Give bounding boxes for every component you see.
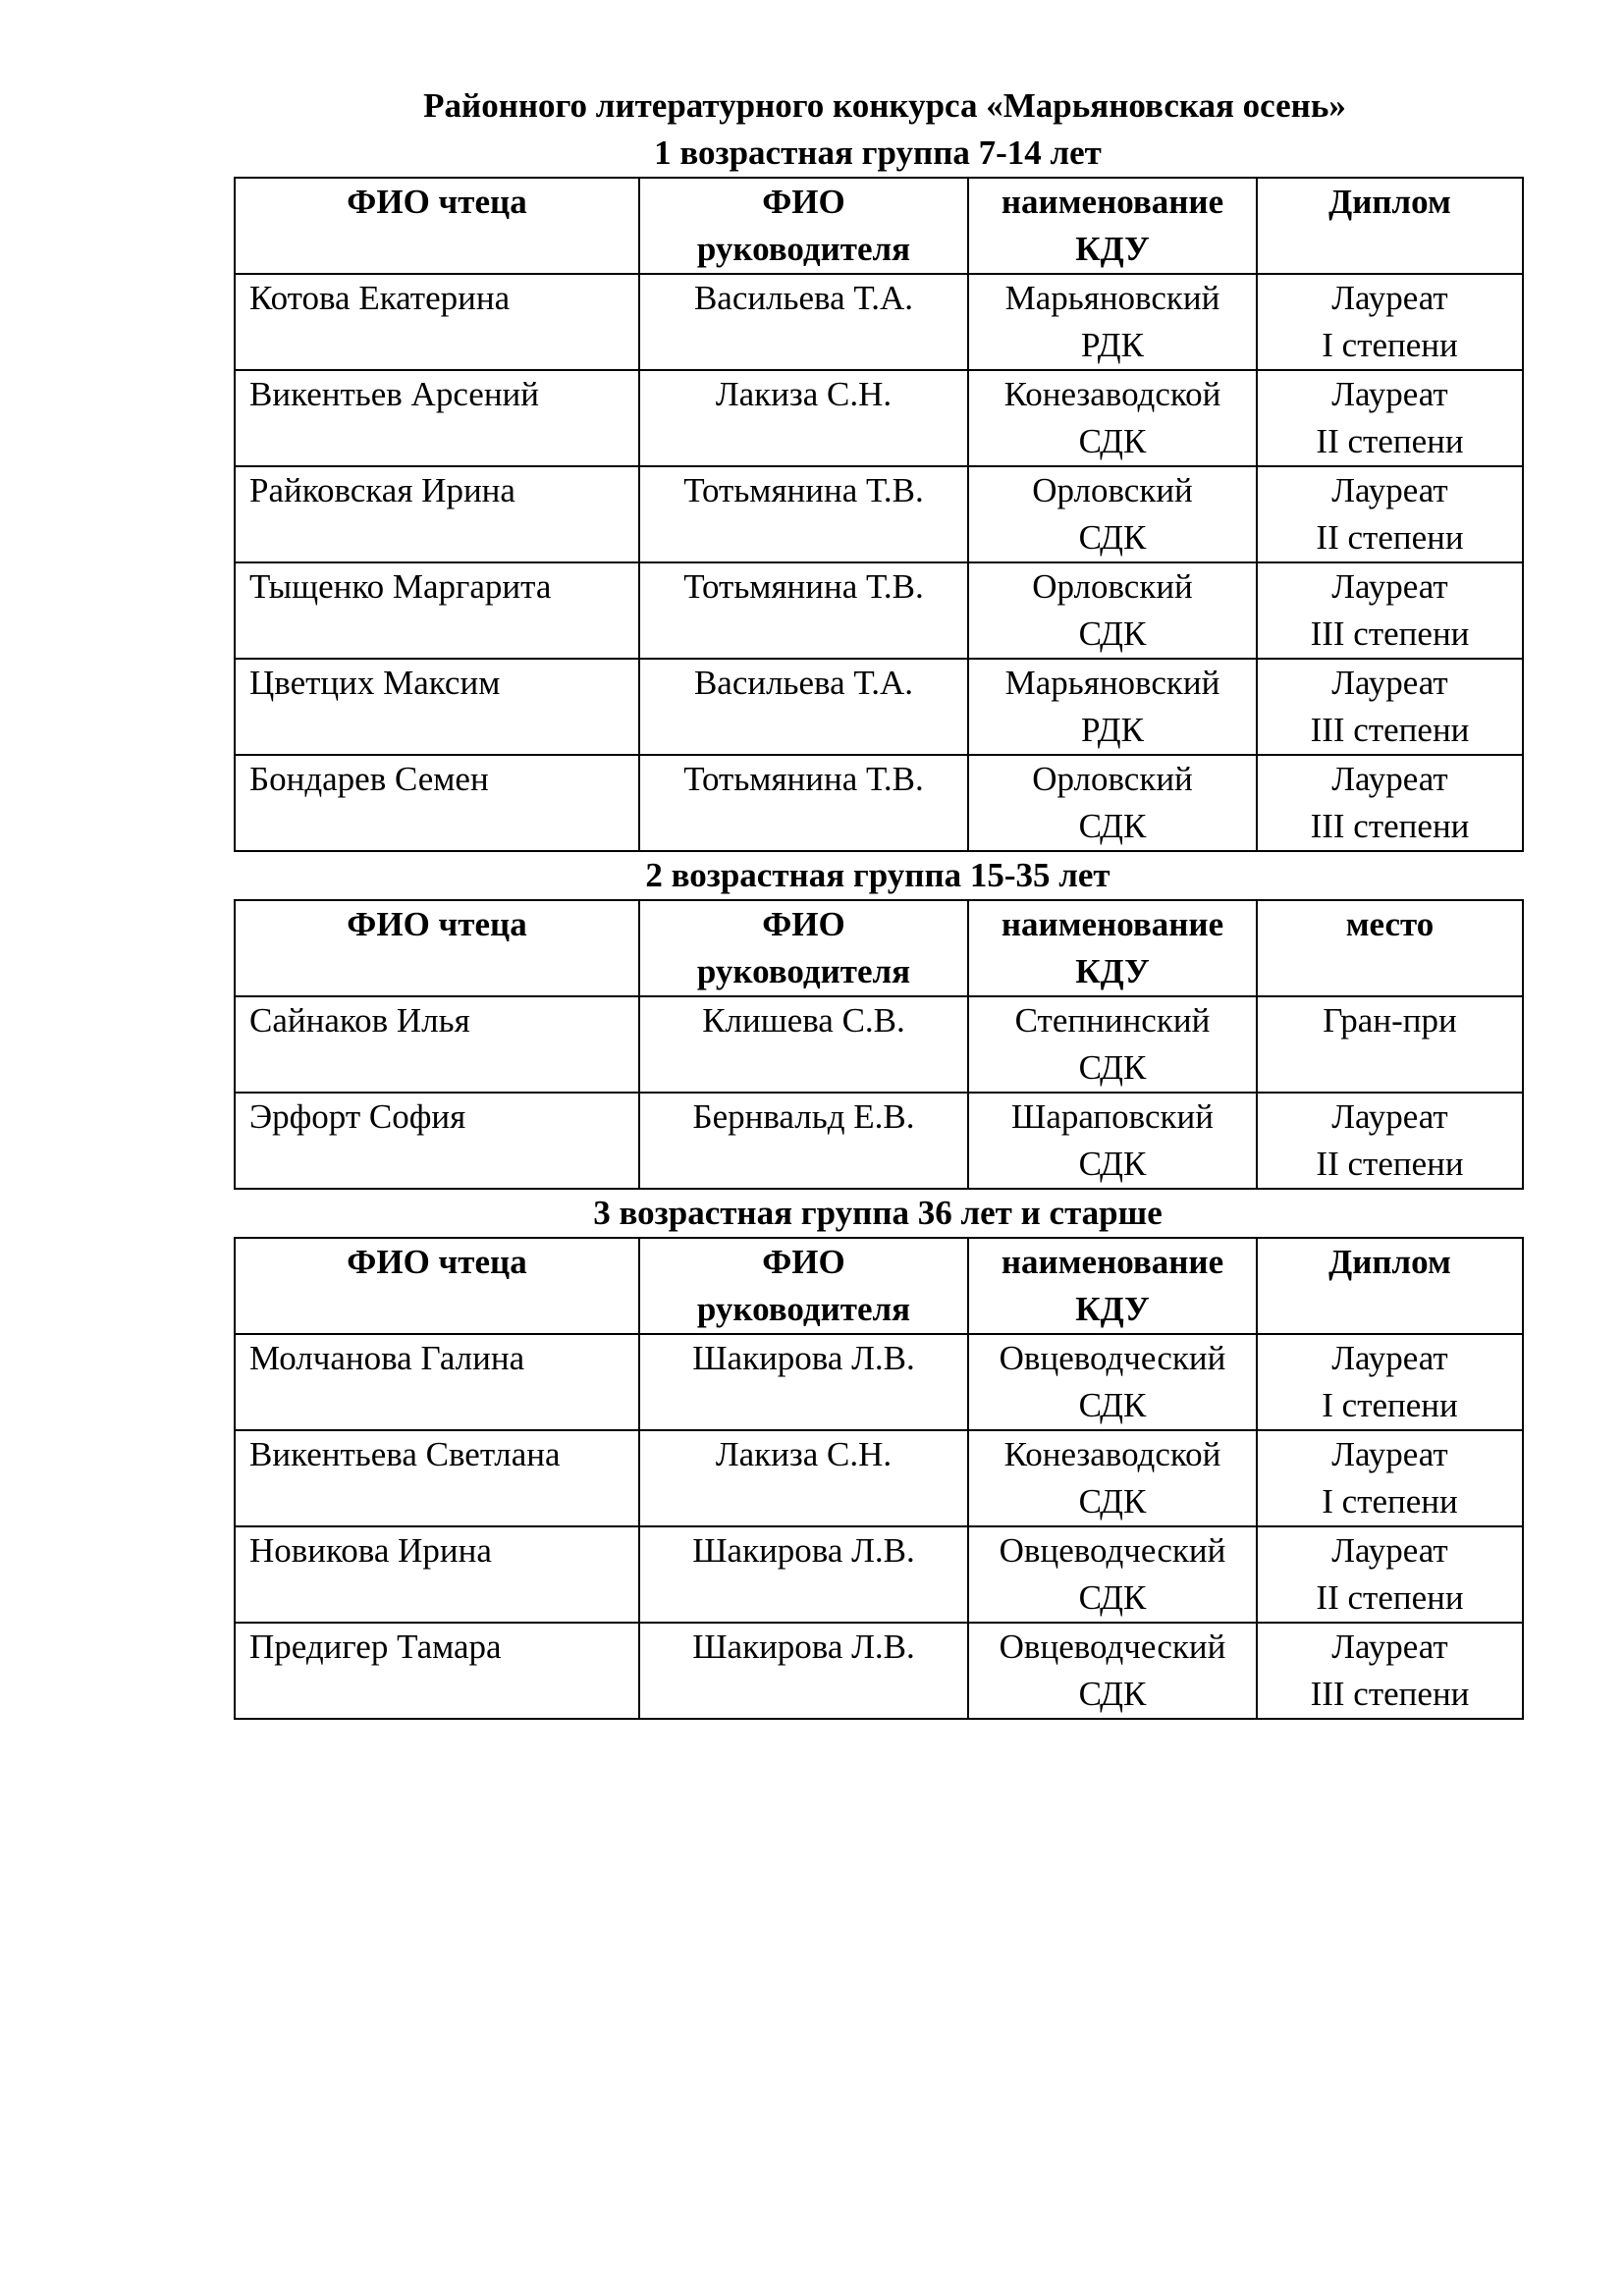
kdu-cell: Овцеводческий СДК — [968, 1334, 1257, 1430]
group-3-heading: 3 возрастная группа 36 лет и старше — [593, 1194, 1163, 1232]
leader-cell: Шакирова Л.В. — [639, 1334, 968, 1430]
leader-cell: Лакиза С.Н. — [639, 1430, 968, 1526]
column-header-leader: ФИО руководителя — [639, 900, 968, 996]
leader-cell: Васильева Т.А. — [639, 274, 968, 370]
leader-cell: Клишева С.В. — [639, 996, 968, 1093]
table-row — [235, 562, 1523, 659]
group-2-table — [234, 899, 1524, 1190]
result-cell: Лауреат I степени — [1257, 1430, 1523, 1526]
table-row — [235, 274, 1523, 370]
column-header-kdu: наименование КДУ — [968, 1238, 1257, 1334]
leader-cell: Шакирова Л.В. — [639, 1526, 968, 1623]
kdu-cell: Орловский СДК — [968, 755, 1257, 851]
kdu-cell: Овцеводческий СДК — [968, 1526, 1257, 1623]
result-cell: Лауреат II степени — [1257, 1526, 1523, 1623]
result-cell: Лауреат III степени — [1257, 659, 1523, 755]
result-cell: Гран-при — [1257, 996, 1523, 1093]
table-header-row — [235, 900, 1523, 996]
kdu-cell: Орловский СДК — [968, 466, 1257, 562]
leader-cell: Бернвальд Е.В. — [639, 1093, 968, 1189]
leader-cell: Тотьмянина Т.В. — [639, 755, 968, 851]
kdu-cell: Овцеводческий СДК — [968, 1623, 1257, 1719]
table-header-row — [235, 178, 1523, 274]
leader-cell: Тотьмянина Т.В. — [639, 466, 968, 562]
document-page — [234, 82, 1522, 1720]
result-cell: Лауреат II степени — [1257, 466, 1523, 562]
group-3-table — [234, 1237, 1524, 1720]
document-title: Районного литературного конкурса «Марьяновская осень» — [423, 86, 1346, 125]
table-row — [235, 1430, 1523, 1526]
reader-cell: Новикова Ирина — [235, 1526, 639, 1623]
result-cell: Лауреат II степени — [1257, 370, 1523, 466]
group-1-table — [234, 177, 1524, 852]
kdu-cell: Конезаводской СДК — [968, 370, 1257, 466]
table-row — [235, 466, 1523, 562]
table-row — [235, 1334, 1523, 1430]
reader-cell: Котова Екатерина — [235, 274, 639, 370]
column-header-reader: ФИО чтеца — [235, 900, 639, 996]
reader-cell: Райковская Ирина — [235, 466, 639, 562]
kdu-cell: Конезаводской СДК — [968, 1430, 1257, 1526]
kdu-cell: Шараповский СДК — [968, 1093, 1257, 1189]
kdu-cell: Орловский СДК — [968, 562, 1257, 659]
group-2-heading: 2 возрастная группа 15-35 лет — [645, 856, 1110, 894]
column-header-reader: ФИО чтеца — [235, 1238, 639, 1334]
table-header-row — [235, 1238, 1523, 1334]
column-header-reader: ФИО чтеца — [235, 178, 639, 274]
result-cell: Лауреат II степени — [1257, 1093, 1523, 1189]
title-block — [234, 82, 1522, 177]
table-row — [235, 1093, 1523, 1189]
reader-cell: Викентьева Светлана — [235, 1430, 639, 1526]
reader-cell: Викентьев Арсений — [235, 370, 639, 466]
result-cell: Лауреат III степени — [1257, 755, 1523, 851]
column-header-result: место — [1257, 900, 1523, 996]
column-header-leader: ФИО руководителя — [639, 178, 968, 274]
table-row — [235, 1526, 1523, 1623]
column-header-kdu: наименование КДУ — [968, 178, 1257, 274]
leader-cell: Шакирова Л.В. — [639, 1623, 968, 1719]
kdu-cell: Степнинский СДК — [968, 996, 1257, 1093]
table-row — [235, 755, 1523, 851]
reader-cell: Молчанова Галина — [235, 1334, 639, 1430]
column-header-result: Диплом — [1257, 1238, 1523, 1334]
reader-cell: Бондарев Семен — [235, 755, 639, 851]
reader-cell: Сайнаков Илья — [235, 996, 639, 1093]
result-cell: Лауреат III степени — [1257, 1623, 1523, 1719]
leader-cell: Тотьмянина Т.В. — [639, 562, 968, 659]
reader-cell: Тыщенко Маргарита — [235, 562, 639, 659]
kdu-cell: Марьяновский РДК — [968, 659, 1257, 755]
column-header-leader: ФИО руководителя — [639, 1238, 968, 1334]
table-row — [235, 1623, 1523, 1719]
result-cell: Лауреат III степени — [1257, 562, 1523, 659]
column-header-result: Диплом — [1257, 178, 1523, 274]
result-cell: Лауреат I степени — [1257, 274, 1523, 370]
group-1-heading: 1 возрастная группа 7-14 лет — [654, 133, 1102, 172]
leader-cell: Васильева Т.А. — [639, 659, 968, 755]
reader-cell: Предигер Тамара — [235, 1623, 639, 1719]
reader-cell: Эрфорт София — [235, 1093, 639, 1189]
result-cell: Лауреат I степени — [1257, 1334, 1523, 1430]
column-header-kdu: наименование КДУ — [968, 900, 1257, 996]
table-row — [235, 659, 1523, 755]
table-row — [235, 370, 1523, 466]
reader-cell: Цветцих Максим — [235, 659, 639, 755]
kdu-cell: Марьяновский РДК — [968, 274, 1257, 370]
table-row — [235, 996, 1523, 1093]
leader-cell: Лакиза С.Н. — [639, 370, 968, 466]
